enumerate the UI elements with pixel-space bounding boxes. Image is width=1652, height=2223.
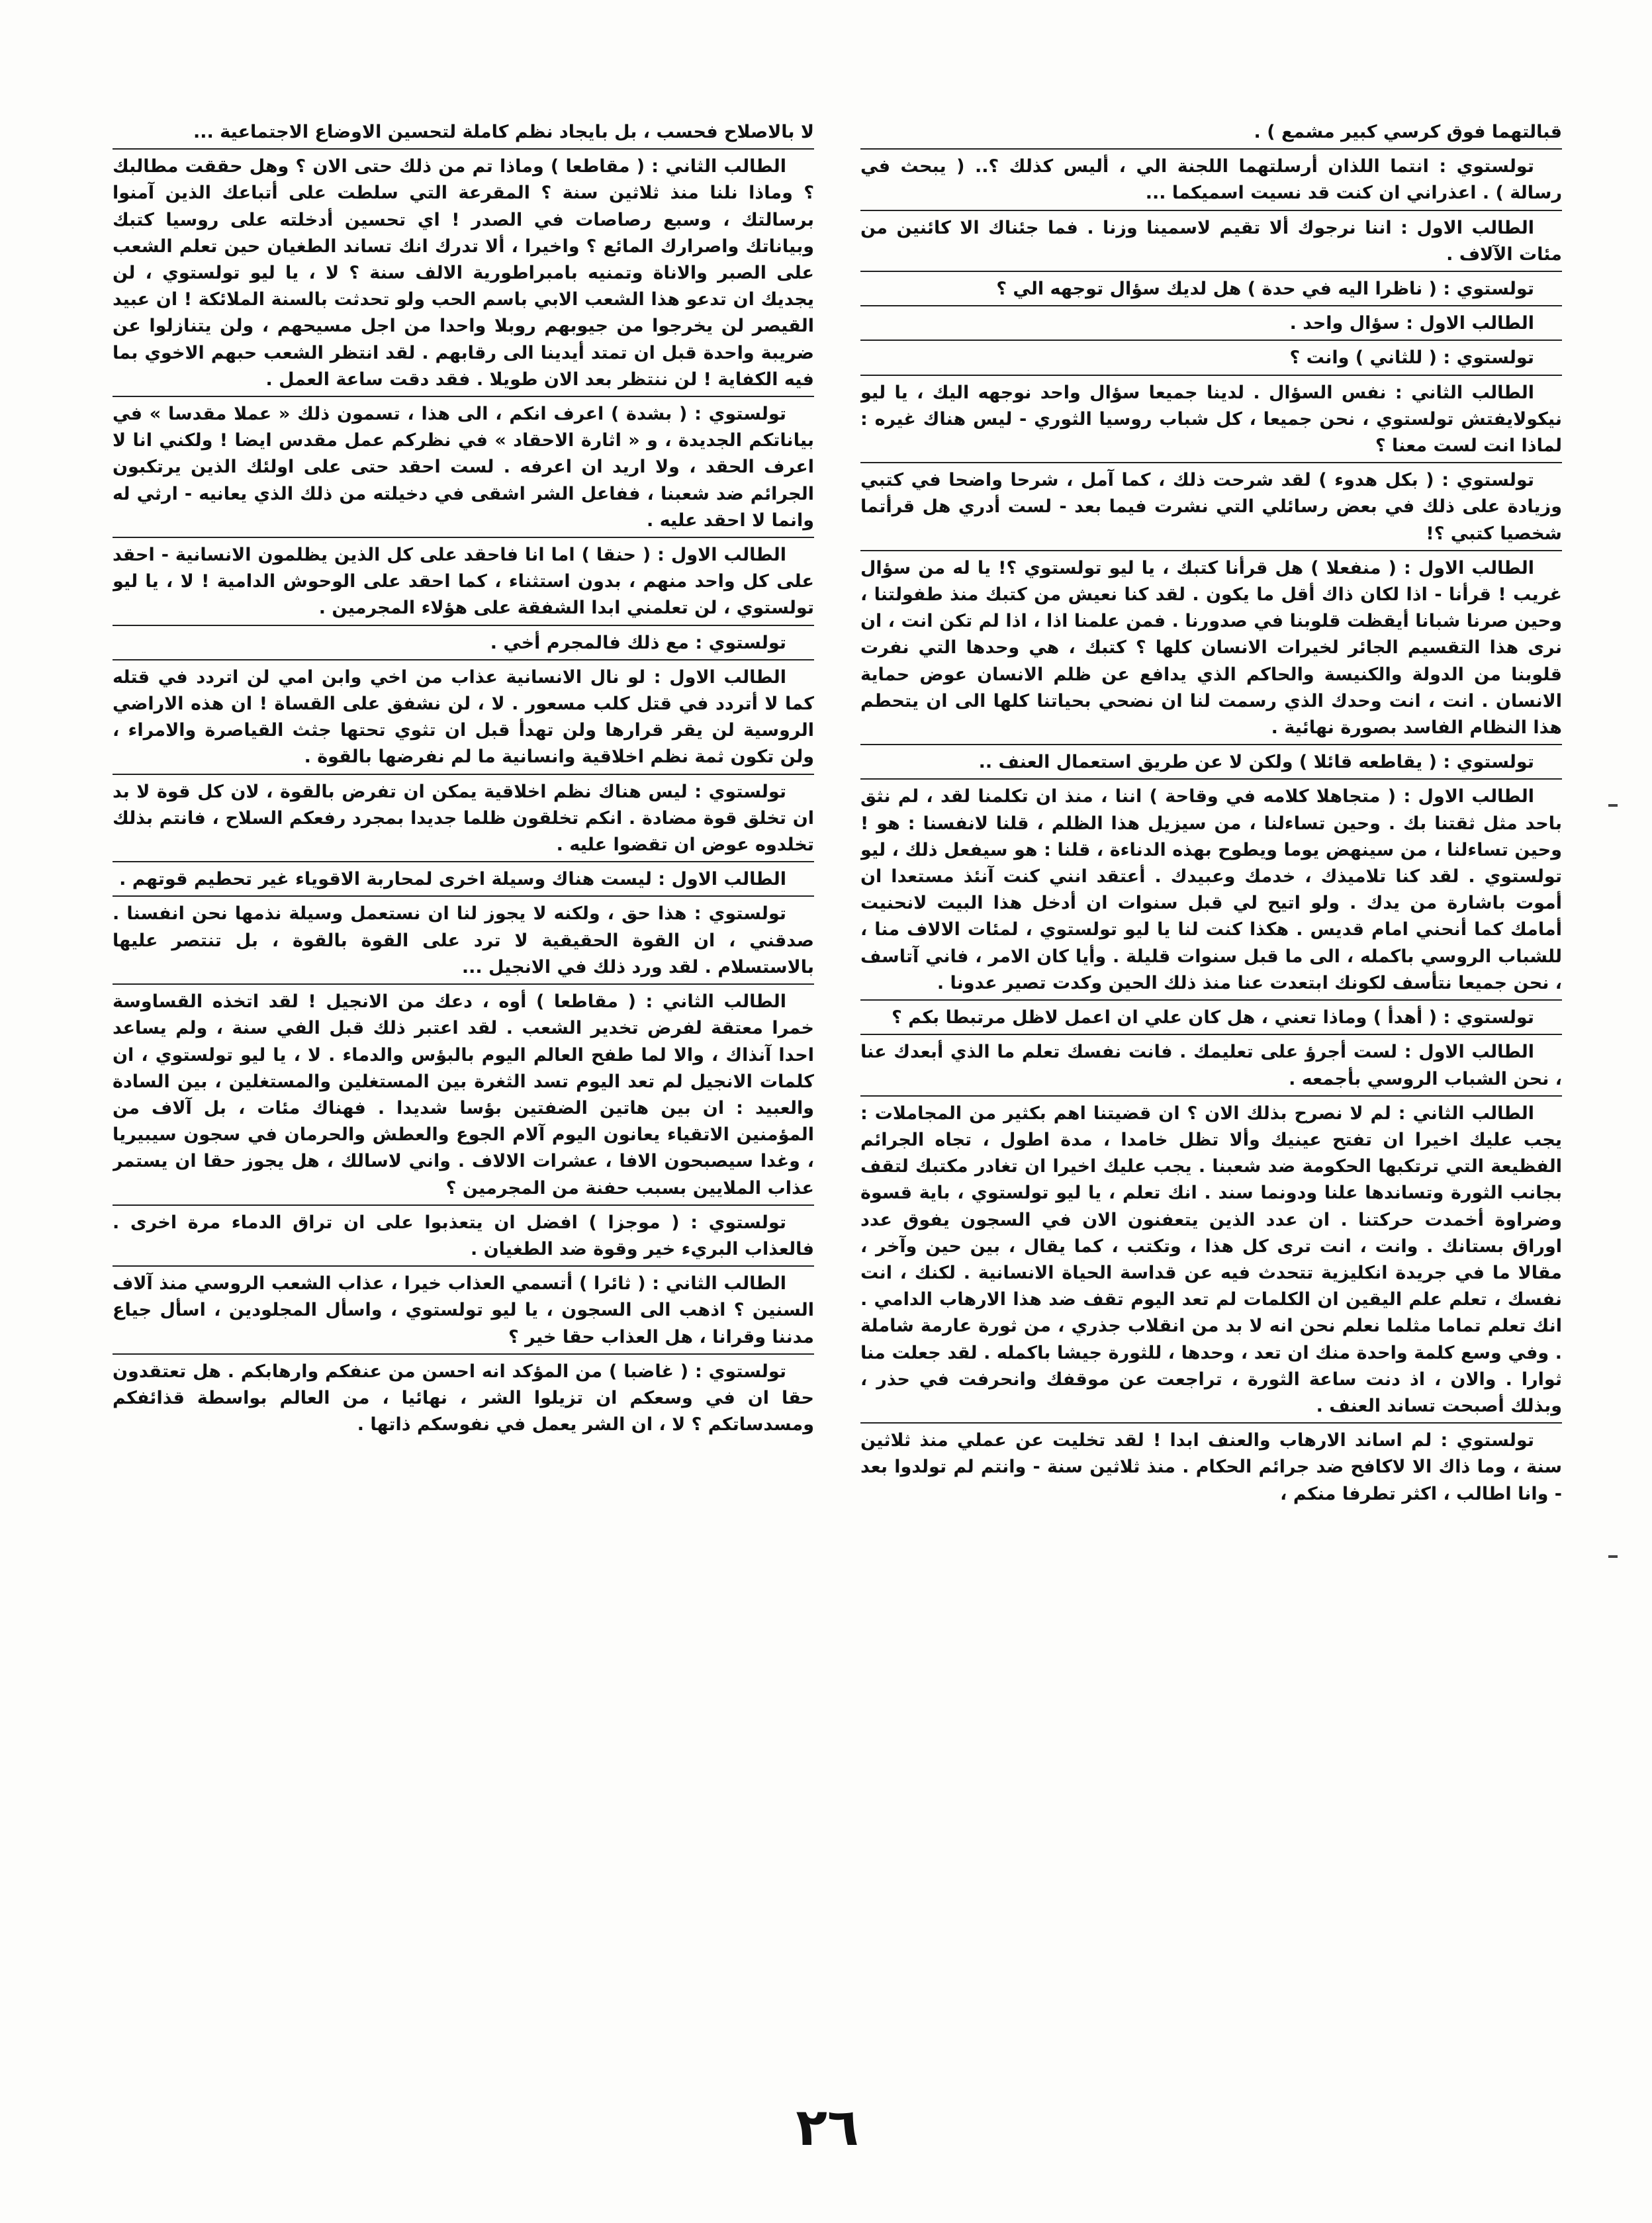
paragraph: قبالتهما فوق كرسي كبير مشمع ) .: [860, 119, 1562, 150]
paragraph: الطالب الاول : لو نال الانسانية عذاب من اخي وابن امي لن اتردد في قتله كما لا أتردد في قتل كلب مسعور . لا ، لن نشفق على القساة ! ان هذه الاراضي الروسية لن يقر قرارها ولن تهدأ قبل ان تثوي تحتها جثث القياصرة والامراء ، ولن تكون ثمة نظم اخلاقية وانسانية ما لم نفرضها بالقوة .: [113, 664, 814, 775]
paragraph: الطالب الاول : لست أجرؤ على تعليمك . فانت نفسك تعلم ما الذي أبعدك عنا ، نحن الشباب الروسي بأجمعه .: [860, 1039, 1562, 1096]
paragraph: الطالب الاول : ( حنقا ) اما انا فاحقد على كل الذين يظلمون الانسانية - احقد على كل واحد منهم ، بدون استثناء ، كما احقد على الوحوش الدامية ! لا ، يا ليو تولستوي ، لن تعلمني ابدا الشفقة على هؤلاء المجرمين .: [113, 542, 814, 626]
paragraph: تولستوي : مع ذلك فالمجرم أخي .: [113, 630, 814, 660]
margin-mark: [1608, 804, 1618, 807]
paragraph: الطالب الثاني : ( ثائرا ) أتسمي العذاب خيرا ، عذاب الشعب الروسي منذ آلاف السنين ؟ اذهب الى السجون ، يا ليو تولستوي ، واسأل المجلودين ، اسأل جياع مدننا وقرانا ، هل العذاب حقا خير ؟: [113, 1271, 814, 1355]
paragraph: تولستوي : ( أهدأ ) وماذا تعني ، هل كان علي ان اعمل لاظل مرتبطا بكم ؟: [860, 1005, 1562, 1035]
paragraph: تولستوي : ( بكل هدوء ) لقد شرحت ذلك ، كما آمل ، شرحا واضحا في كتبي وزيادة على ذلك في بعض رسائلي التي نشرت فيما بعد - لست أدري هل قرأتما شخصيا كتبي ؟!: [860, 467, 1562, 551]
paragraph: الطالب الاول : ( متجاهلا كلامه في وقاحة ) اننا ، منذ ان تكلمنا لقد ، لم نثق باحد مثل ثقتنا بك . وحين تساءلنا ، من سيزيل هذا الظلم ، قلنا لانفسنا : هو ! وحين تساءلنا ، من سينهض يوما ويطوح بهذه الدناءة ، قلنا : هو سيفعل ذلك ، ليو تولستوي . لقد كنا تلاميذك ، خدمك وعبيدك . أعتقد انني كنت آنئذ مستعدا ان أموت باشارة من يدك . ولو اتيح لي قبل سنوات ان أدخل هذا البيت لانحنيت أمامك كما أنحني امام قديس . هكذا كنت لنا يا ليو تولستوي ، لمئات الالاف منا ، للشباب الروسي باكمله ، الى ما قبل سنوات قليلة . وأيا كان الامر ، فاني آتاسف ، نحن جميعا نتأسف لكونك ابتعدت عنا منذ ذلك الحين وكدت تصير عدونا .: [860, 784, 1562, 1001]
paragraph: الطالب الاول : اننا نرجوك ألا تقيم لاسمينا وزنا . فما جئناك الا كائنين من مئات الآلاف .: [860, 215, 1562, 272]
paragraph: الطالب الثاني : ( مقاطعا ) أوه ، دعك من الانجيل ! لقد اتخذه القساوسة خمرا معتقة لفرض تخدير الشعب . لقد اعتبر ذلك قبل الفي سنة ، ولم يساعد احدا آنذاك ، والا لما طفح العالم اليوم بالبؤس والدماء . لا ، يا ليو تولستوي ، ان كلمات الانجيل لم تعد اليوم تسد الثغرة بين المستغلين والمستغلين ، بين السادة والعبيد : ان بين هاتين الضفتين بؤسا شديدا . فهناك مئات ، بل آلاف من المؤمنين الاتقياء يعانون اليوم آلام الجوع والعطش والحرمان في سجون سيبيريا ، وغدا سيصبحون الافا ، عشرات الالاف . واني لاسالك ، هل يجوز حقا ان يستمر عذاب الملايين بسبب حفنة من المجرمين ؟: [113, 989, 814, 1206]
paragraph: تولستوي : لم اساند الارهاب والعنف ابدا ! لقد تخليت عن عملي منذ ثلاثين سنة ، وما ذاك الا لاكافح ضد جرائم الحكام . منذ ثلاثين سنة - وانتم لم تولدوا بعد - وانا اطالب ، اكثر تطرفا منكم ،: [860, 1430, 1562, 1504]
paragraph: الطالب الثاني : ( مقاطعا ) وماذا تم من ذلك حتى الان ؟ وهل حققت مطالبك ؟ وماذا نلنا منذ ثلاثين سنة ؟ المقرعة التي سلطت على أتباعك الذين آمنوا برسالتك ، وسبع رصاصات في الصدر ! اي تحسين أدخلته على روسيا كتبك وبياناتك واصرارك المائع ؟ واخيرا ، ألا تدرك انك تساند الطغيان حين تعلم الشعب على الصبر والاناة وتمنيه بامبراطورية الالف سنة ؟ لا ، يا ليو تولستوي ، لن يجديك ان تدعو هذا الشعب الابي باسم الحب ولو تحدثت بالسنة الملائكة ! ان عبيد القيصر لن يخرجوا من جيوبهم روبلا واحدا من اجل مسيحهم ، ولن يتنازلوا عن ضريبة واحدة قبل ان تمتد أيدينا الى رقابهم . لقد انتظر الشعب حبهم الاخوي بما فيه الكفاية ! لن ننتظر بعد الان طويلا . فقد دقت ساعة العمل .: [113, 154, 814, 397]
margin-mark: [1608, 1555, 1618, 1558]
page-number: ٢٦: [796, 2098, 859, 2157]
paragraph: لا بالاصلاح فحسب ، بل بايجاد نظم كاملة لتحسين الاوضاع الاجتماعية ...: [113, 119, 814, 150]
paragraph: الطالب الثاني : نفس السؤال . لدينا جميعا سؤال واحد نوجهه اليك ، يا ليو نيكولايفتش تولستوي ، نحن جميعا ، كل شباب روسيا الثوري - ليس هناك غيره : لماذا انت لست معنا ؟: [860, 380, 1562, 464]
paragraph: تولستوي : هذا حق ، ولكنه لا يجوز لنا ان نستعمل وسيلة نذمها نحن انفسنا . صدقني ، ان القوة الحقيقية لا ترد على القوة بالقوة ، بل تنتصر عليها بالاستسلام . لقد ورد ذلك في الانجيل ...: [113, 901, 814, 985]
paragraph: تولستوي : انتما اللذان أرسلتهما اللجنة الي ، أليس كذلك ؟.. ( يبحث في رسالة ) . اعذراني ان كنت قد نسيت اسميكما ...: [860, 154, 1562, 210]
paragraph: الطالب الثاني : لم لا نصرح بذلك الان ؟ ان قضيتنا اهم بكثير من المجاملات : يجب عليك اخيرا ان تفتح عينيك وألا تظل خامدا ، مدة اطول ، تجاه الجرائم الفظيعة التي ترتكبها الحكومة ضد شعبنا . يجب عليك اخيرا ان تغادر مكتبك لتقف بجانب الثورة وتساندها علنا ودونما سند . انك تعلم ، يا ليو تولستوي ، باية قسوة وضراوة أخمدت حركتنا . ان عدد الذين يتعفنون الان في السجون يفوق عدد اوراق بستانك . وانت ، انت ترى كل هذا ، وتكتب ، كما يقال ، بين حين وآخر ، مقالا ما في جريدة انكليزية تتحدث فيه عن قداسة الحياة الانسانية . لكنك ، انت نفسك ، تعلم علم اليقين ان الكلمات لم تعد اليوم تقف ضد هذا الارهاب الدامي . انك تعلم تماما مثلما نعلم نحن انه لا بد من انقلاب جذري ، من ثورة عارمة شاملة . وفي وسع كلمة واحدة منك ان تعد ، وحدها ، للثورة جيشا باكمله . لقد جعلت منا ثوارا . والان ، اذ دنت ساعة الثورة ، تراجعت عن موقفك وانحرفت في حذر ، وبذلك أصبحت تساند العنف .: [860, 1101, 1562, 1424]
paragraph: تولستوي : ( ناظرا اليه في حدة ) هل لديك سؤال توجهه الي ؟: [860, 276, 1562, 306]
paragraph: الطالب الاول : ( منفعلا ) هل قرأنا كتبك ، يا ليو تولستوي ؟! يا له من سؤال غريب ! قرأنا - اذا لكان ذاك أقل ما يكون . لقد كنا نعيش من كتبك منذ طفولتنا ، وحين صرنا شبانا أيقظت قلوبنا في صدورنا . فمن علمنا اذا ، اذا لم تكن انت ، ان نرى هذا التقسيم الجائر لخيرات الانسان كلها ؟ كتبك ، هي وحدها التي نفرت قلوبنا من الدولة والكنيسة والحاكم الذي يدافع عن ظلم الانسان عوض حماية الانسان . انت ، انت وحدك الذي رسمت لنا ان نضحي بحياتنا كلها الى ان يتحطم هذا النظام الفاسد بصورة نهائية .: [860, 555, 1562, 745]
paragraph: تولستوي : ليس هناك نظم اخلاقية يمكن ان تفرض بالقوة ، لان كل قوة لا بد ان تخلق قوة مضادة . انكم تخلقون ظلما جديدا بمجرد رفعكم السلاح ، فانتم بذلك تخلدوه عوض ان تقضوا عليه .: [113, 779, 814, 863]
right-text-column: [860, 119, 1562, 2078]
paragraph: تولستوي : ( موجزا ) افضل ان يتعذبوا على ان تراق الدماء مرة اخرى . فالعذاب البريء خير وقوة ضد الطغيان .: [113, 1210, 814, 1267]
left-text-column: [113, 119, 814, 2078]
paragraph: الطالب الاول : سؤال واحد .: [860, 310, 1562, 341]
paragraph: تولستوي : ( للثاني ) وانت ؟: [860, 345, 1562, 375]
paragraph: تولستوي : ( غاضبا ) من المؤكد انه احسن من عنفكم وارهابكم . هل تعتقدون حقا ان في وسعكم ان تزيلوا الشر ، نهائيا ، من العالم بواسطة قذائفكم ومسدساتكم ؟ لا ، ان الشر يعمل في نفوسكم ذاتها .: [113, 1361, 814, 1435]
paragraph: تولستوي : ( بشدة ) اعرف انكم ، الى هذا ، تسمون ذلك « عملا مقدسا » في بياناتكم الجديدة ، و « اثارة الاحقاد » في نظركم عمل مقدس ايضا ! ولكني انا لا اعرف الحقد ، ولا اريد ان اعرفه . لست احقد حتى على اولئك الذين يرتكبون الجرائم ضد شعبنا ، ففاعل الشر اشقى في دخيلته من ذلك الذي يعانيه - ارثي له وانما لا احقد عليه .: [113, 401, 814, 538]
paragraph: الطالب الاول : ليست هناك وسيلة اخرى لمحاربة الاقوياء غير تحطيم قوتهم .: [113, 866, 814, 897]
paragraph: تولستوي : ( يقاطعه قائلا ) ولكن لا عن طريق استعمال العنف ..: [860, 749, 1562, 780]
